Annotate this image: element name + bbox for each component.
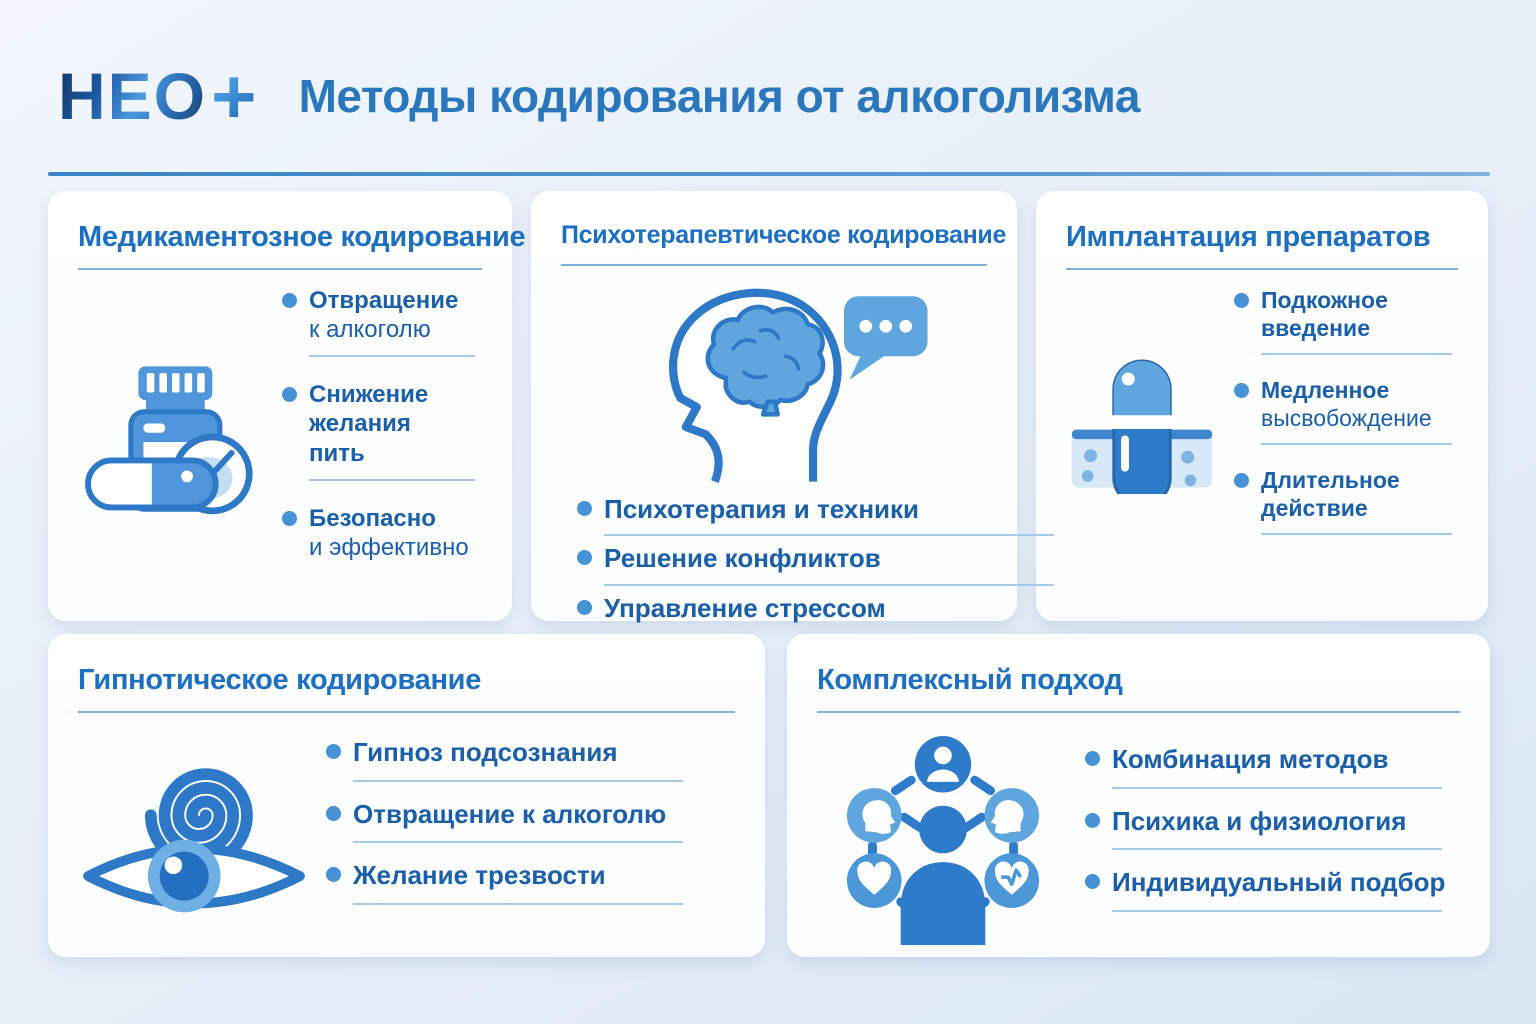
bullet-line: Длительное действие — [1261, 466, 1400, 521]
bullet-list — [326, 737, 735, 922]
bullet-text — [1261, 466, 1458, 535]
bullet-text — [604, 543, 987, 586]
list-item — [577, 593, 987, 643]
bullet-dot-icon — [326, 867, 341, 882]
bullet-list — [1234, 286, 1458, 556]
logo-plus-icon: + — [211, 51, 257, 140]
card-title: Комплексный подход — [817, 658, 1460, 713]
bullet-line: Желание трезвости — [353, 860, 606, 891]
bullet-dot-icon — [1085, 751, 1100, 766]
bullet-dot-icon — [1085, 874, 1100, 889]
list-item — [1085, 806, 1460, 860]
list-item — [1234, 376, 1458, 454]
header-divider — [48, 172, 1490, 176]
bullet-text — [353, 737, 735, 782]
bullet-line: высвобождение — [1261, 404, 1432, 431]
bullet-dot-icon — [1085, 813, 1100, 828]
bullet-dot-icon — [326, 744, 341, 759]
bullet-line: Управление стрессом — [604, 593, 886, 624]
bullet-text — [1261, 286, 1458, 355]
bullet-text — [604, 494, 987, 537]
card-body — [561, 266, 987, 643]
bullet-dot-icon — [282, 511, 297, 526]
bullet-line: Подкожное введение — [1261, 286, 1388, 341]
bullet-line: пить — [309, 439, 365, 467]
bullet-text — [353, 860, 735, 905]
cards-area — [0, 191, 1536, 957]
list-item — [577, 494, 987, 544]
list-item — [282, 504, 482, 585]
list-item — [326, 860, 735, 914]
card-title: Медикаментозное кодирование — [78, 215, 482, 270]
bullet-line: к алкоголю — [309, 315, 431, 343]
bullet-line: Индивидуальный подбор — [1112, 867, 1446, 898]
bullet-text — [1112, 867, 1460, 912]
bullet-line: Гипноз подсознания — [353, 737, 618, 768]
bullet-line: Отвращение — [309, 286, 459, 314]
bullet-line: Отвращение к алкоголю — [353, 798, 667, 829]
bullet-list — [561, 488, 987, 643]
card-body — [817, 713, 1460, 945]
bullet-list — [1085, 744, 1460, 929]
bullet-dot-icon — [577, 550, 592, 565]
bullet-dot-icon — [282, 293, 297, 308]
bullet-line: Медленное — [1261, 376, 1390, 403]
bullet-line: Психика и физиология — [1112, 805, 1407, 836]
bullet-line: Снижение желания — [309, 381, 429, 438]
bullet-text — [604, 593, 987, 636]
bullet-dot-icon — [577, 501, 592, 516]
list-item — [282, 286, 482, 367]
page-title: Методы кодирования от алкоголизма — [298, 69, 1140, 122]
bullet-dot-icon — [1234, 293, 1249, 308]
card-body — [1066, 270, 1458, 556]
card-complex — [787, 634, 1490, 957]
list-item — [326, 799, 735, 853]
cards-row-2 — [48, 634, 1490, 957]
bullet-text — [1112, 806, 1460, 851]
bullet-line: Безопасно — [309, 504, 436, 532]
list-item — [282, 380, 482, 490]
card-title: Гипнотическое кодирование — [78, 658, 735, 713]
card-body — [78, 270, 482, 599]
people-network-icon — [817, 729, 1069, 945]
bullet-text — [309, 286, 482, 358]
bullet-text — [1261, 376, 1458, 445]
card-body — [78, 713, 735, 931]
list-item — [577, 543, 987, 593]
list-item — [1234, 466, 1458, 544]
bullet-dot-icon — [1234, 473, 1249, 488]
bullet-dot-icon — [282, 387, 297, 402]
card-title: Психотерапевтическое кодирование — [561, 215, 987, 266]
list-item — [326, 737, 735, 791]
card-title: Имплантация препаратов — [1066, 215, 1458, 270]
cards-row-1 — [48, 191, 1490, 624]
bullet-text — [1112, 744, 1460, 789]
card-medication — [48, 191, 526, 621]
card-hypnosis — [48, 634, 765, 957]
bullet-dot-icon — [1234, 383, 1249, 398]
bullet-dot-icon — [326, 806, 341, 821]
logo-text: НЕО — [58, 58, 208, 133]
bullet-line: и эффективно — [309, 534, 469, 562]
card-psychotherapy — [531, 191, 1017, 624]
bullet-text — [309, 504, 482, 576]
bullet-list — [282, 286, 482, 599]
head-brain-icon — [615, 272, 933, 484]
implant-capsule-icon — [1066, 348, 1218, 494]
list-item — [1234, 286, 1458, 364]
neo-plus-logo — [58, 51, 257, 140]
list-item — [1085, 867, 1460, 921]
list-item — [1085, 744, 1460, 798]
bullet-line: Психотерапия и техники — [604, 493, 919, 524]
card-implantation — [1036, 191, 1488, 621]
hypnosis-eye-icon — [78, 729, 310, 931]
bullet-line: Решение конфликтов — [604, 543, 881, 574]
header — [0, 0, 1536, 154]
bullet-text — [353, 799, 735, 844]
bullet-dot-icon — [577, 600, 592, 615]
bullet-line: Комбинация методов — [1112, 744, 1389, 775]
bullet-text — [309, 380, 482, 481]
pill-bottle-icon — [78, 361, 266, 523]
